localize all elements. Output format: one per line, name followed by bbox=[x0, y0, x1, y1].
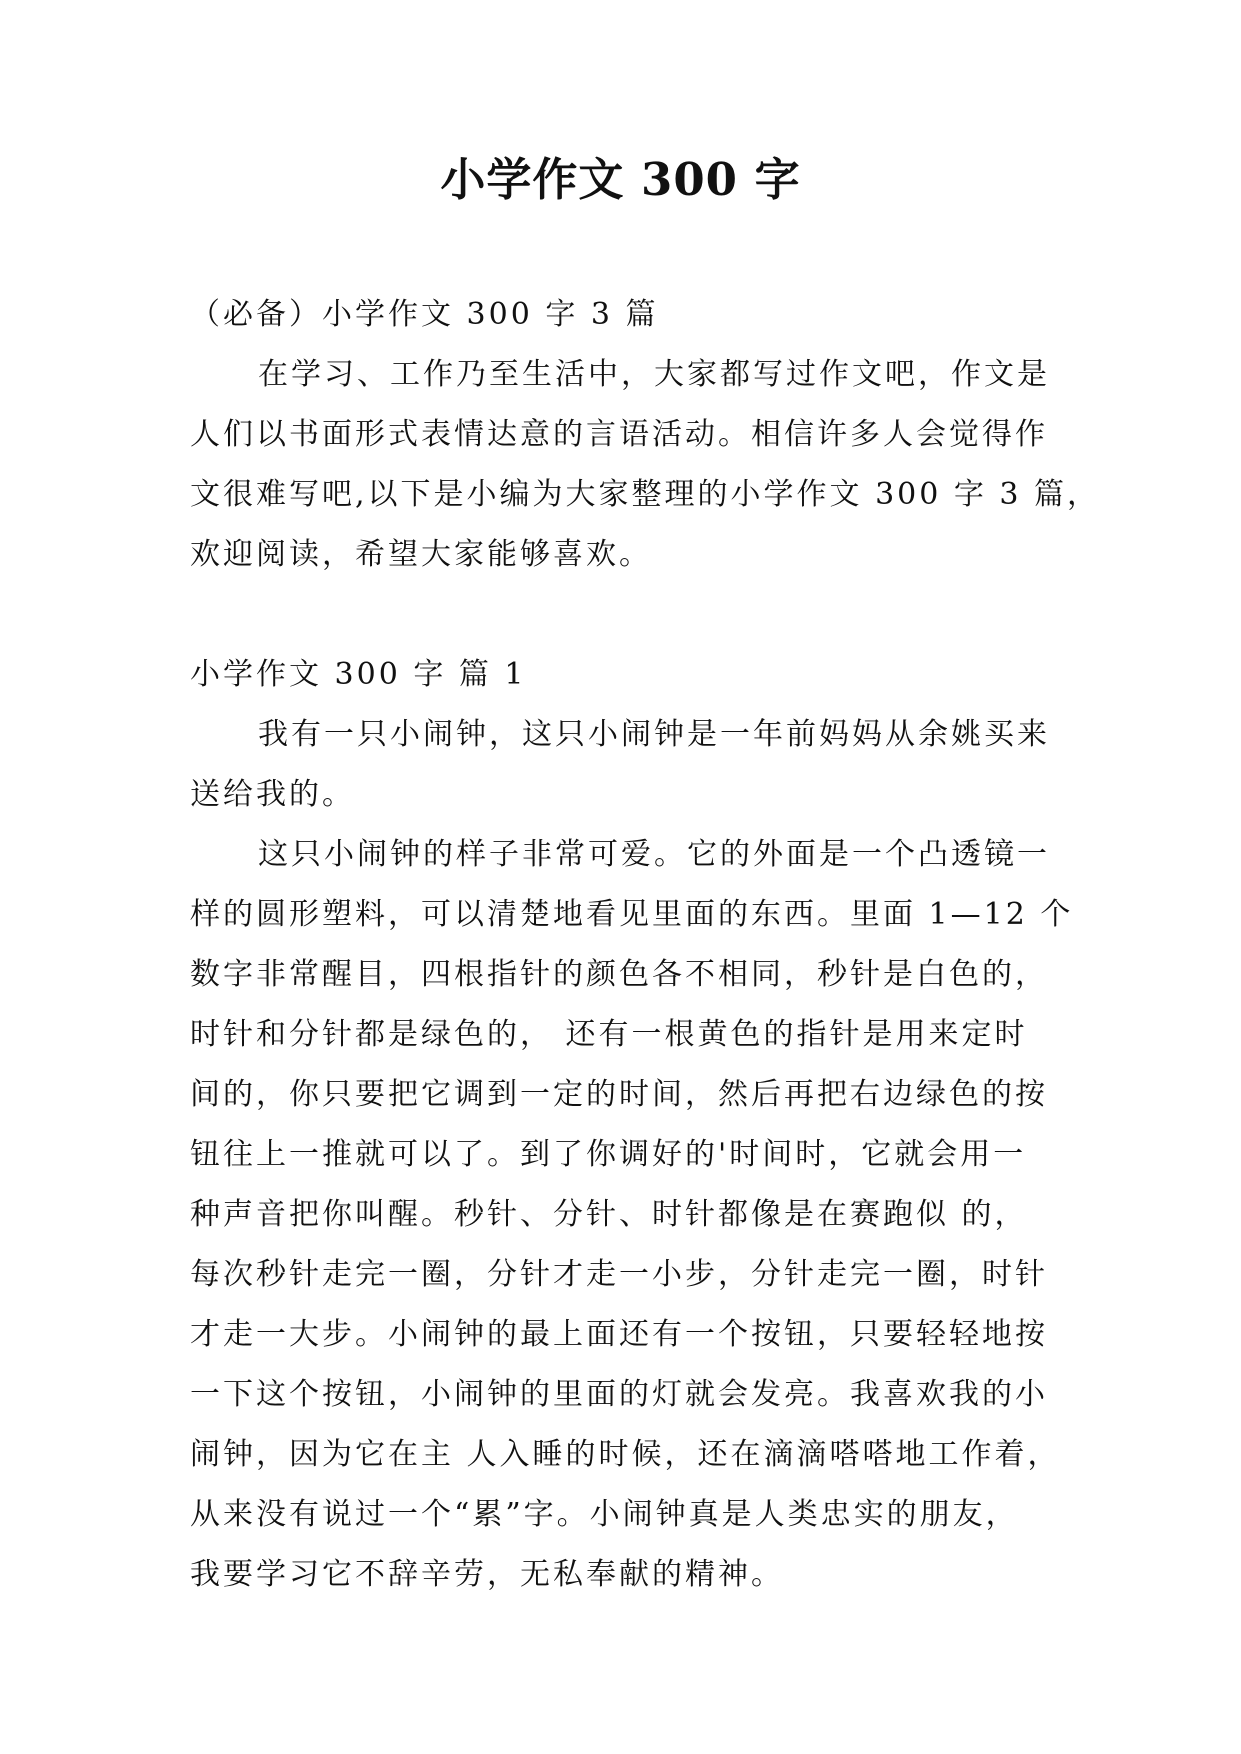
paragraph-spacer bbox=[190, 585, 1070, 645]
text-line: 我有一只小闹钟，这只小闹钟是一年前妈妈从余姚买来 bbox=[258, 717, 1050, 752]
text-line: 文很难写吧,以下是小编为大家整理的小学作文 300 字 3 篇， bbox=[190, 477, 1101, 512]
intro-paragraph bbox=[190, 345, 1101, 585]
text-line: 这只小闹钟的样子非常可爱。它的外面是一个凸透镜一 bbox=[258, 837, 1050, 872]
text-line: 每次秒针走完一圈，分针才走一小步，分针走完一圈，时针 bbox=[190, 1257, 1048, 1292]
text-line: 样的圆形塑料，可以清楚地看见里面的东西。里面 1—12 个 bbox=[190, 897, 1074, 932]
text-line: 送给我的。 bbox=[190, 777, 355, 812]
text-line: 欢迎阅读，希望大家能够喜欢。 bbox=[190, 537, 652, 572]
document-body bbox=[190, 285, 1101, 1605]
text-line: 从来没有说过一个“累”字。小闹钟真是人类忠实的朋友， bbox=[190, 1497, 1019, 1532]
text-line: 一下这个按钮，小闹钟的里面的灯就会发亮。我喜欢我的小 bbox=[190, 1377, 1048, 1412]
text-line: 数字非常醒目，四根指针的颜色各不相同，秒针是白色的， bbox=[190, 957, 1048, 992]
body-paragraph-2 bbox=[190, 825, 1074, 1605]
text-line: 人们以书面形式表情达意的言语活动。相信许多人会觉得作 bbox=[190, 417, 1048, 452]
text-line: 种声音把你叫醒。秒针、分针、时针都像是在赛跑似 的， bbox=[190, 1197, 1028, 1232]
text-line: 我要学习它不辞辛劳，无私奉献的精神。 bbox=[190, 1557, 784, 1592]
text-line: 间的，你只要把它调到一定的时间，然后再把右边绿色的按 bbox=[190, 1077, 1048, 1112]
text-line: 时针和分针都是绿色的， 还有一根黄色的指针是用来定时 bbox=[190, 1017, 1028, 1052]
body-paragraph-1 bbox=[190, 705, 1070, 825]
text-line: 闹钟，因为它在主 人入睡的时候，还在滴滴嗒嗒地工作着， bbox=[190, 1437, 1061, 1472]
section-heading: 小学作文 300 字 篇 1 bbox=[190, 657, 527, 692]
text-line: 在学习、工作乃至生活中，大家都写过作文吧，作文是 bbox=[258, 357, 1050, 392]
document-subtitle: （必备）小学作文 300 字 3 篇 bbox=[190, 297, 659, 332]
document-title: 小学作文 300 字 bbox=[440, 153, 801, 206]
text-line: 钮往上一推就可以了。到了你调好的'时间时，它就会用一 bbox=[190, 1137, 1027, 1172]
text-line: 才走一大步。小闹钟的最上面还有一个按钮，只要轻轻地按 bbox=[190, 1317, 1048, 1352]
